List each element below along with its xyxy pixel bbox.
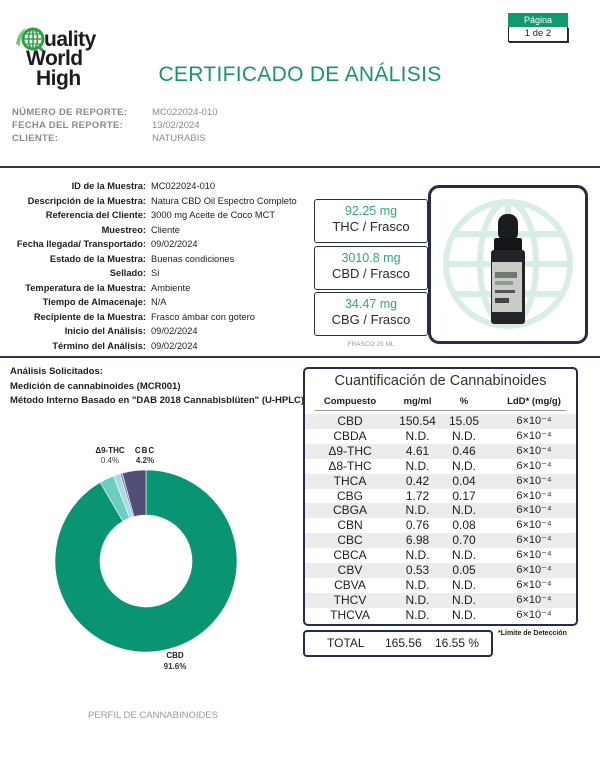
- cell-mgml: 6.98: [405, 533, 430, 548]
- cell-percent: 0.08: [452, 518, 476, 533]
- sample-field: [0, 339, 300, 354]
- chart-title: PERFIL DE CANNABINOIDES: [88, 710, 219, 721]
- cell-compound: THCA: [333, 473, 367, 488]
- cell-lod: 6×10⁻⁴: [516, 578, 552, 591]
- cell-lod: 6×10⁻⁴: [516, 429, 552, 442]
- cell-percent: N.D.: [452, 577, 476, 592]
- cell-mgml: 150.54: [399, 414, 436, 428]
- sample-field: [0, 252, 300, 267]
- cell-mgml: 0.76: [405, 518, 430, 533]
- cell-compound: CBD: [337, 414, 363, 428]
- slice-label-thc: Δ9-THC: [95, 446, 125, 455]
- cell-percent: 0.17: [452, 488, 476, 503]
- cell-percent: 15.05: [448, 414, 480, 428]
- report-number-value: MC022024-010: [152, 107, 218, 118]
- column-header-compound: Compuesto: [323, 396, 377, 407]
- cell-compound: CBDA: [333, 428, 367, 443]
- summary-amount: 3010.8 mg: [341, 251, 401, 265]
- cannabinoid-profile-chart: [0, 440, 300, 690]
- dropper-bottle-image: [431, 188, 585, 341]
- page-label: Página: [508, 13, 568, 27]
- sample-field: [0, 281, 300, 296]
- requested-analysis-line: Método Interno Basado en "DAB 2018 Cannabisblüten" (U-HPLC): [10, 395, 305, 406]
- table-row: [305, 414, 576, 429]
- sample-field-label: Tiempo de Almacenaje:: [42, 297, 146, 307]
- cell-compound: CBG: [336, 488, 363, 503]
- sample-field-label: Descripción de la Muestra:: [27, 195, 146, 206]
- cell-compound: CBCA: [333, 548, 367, 563]
- cell-lod: 6×10⁻⁴: [516, 459, 552, 472]
- cell-percent: N.D.: [452, 607, 476, 622]
- total-box: [303, 630, 493, 657]
- report-date-value: 13/02/2024: [152, 120, 200, 131]
- summary-label: CBG / Frasco: [331, 312, 411, 327]
- table-row: [305, 503, 576, 518]
- slice-label-cbc: CBC: [134, 446, 156, 455]
- sample-field-label: Sellado:: [109, 268, 146, 278]
- sample-field: [0, 295, 300, 310]
- table-row: [305, 578, 576, 593]
- sample-field: [0, 194, 300, 209]
- table-row: [305, 489, 576, 504]
- cell-mgml: N.D.: [405, 607, 430, 622]
- cell-compound: THCVA: [330, 607, 370, 622]
- summary-box-cbd: [314, 246, 428, 290]
- table-row: [305, 518, 576, 533]
- cell-percent: N.D.: [452, 458, 476, 473]
- divider: [0, 166, 600, 168]
- sample-field: [0, 223, 300, 238]
- sample-field-value: 3000 mg Aceite de Coco MCT: [151, 210, 276, 220]
- cell-compound: CBV: [337, 563, 363, 577]
- client-label: CLIENTE:: [12, 133, 59, 144]
- cell-mgml: N.D.: [405, 458, 430, 473]
- sample-field: [0, 266, 300, 281]
- cell-lod: 6×10⁻⁴: [516, 534, 552, 547]
- table-row: [305, 548, 576, 563]
- cell-mgml: N.D.: [405, 503, 430, 518]
- product-photo: [428, 185, 588, 344]
- sample-field-value: 09/02/2024: [151, 340, 198, 351]
- cell-percent: 0.05: [452, 563, 476, 577]
- table-row: [305, 563, 576, 578]
- sample-field-label: Temperatura de la Muestra:: [25, 282, 146, 293]
- sample-field-value: 09/02/2024: [151, 326, 198, 336]
- report-number-label: NÚMERO DE REPORTE:: [12, 107, 128, 118]
- cell-percent: N.D.: [452, 503, 476, 518]
- cell-percent: 0.46: [452, 443, 476, 458]
- table-row: [305, 593, 576, 608]
- cell-lod: 6×10⁻⁴: [516, 489, 552, 502]
- cell-compound: CBVA: [334, 577, 366, 592]
- cell-lod: 6×10⁻⁴: [516, 504, 552, 517]
- sample-field-value: N/A: [151, 297, 167, 307]
- sample-field-value: Frasco ámbar con gotero: [151, 311, 255, 322]
- client-value: NATURABIS: [152, 133, 206, 144]
- requested-analyses-heading: Análisis Solicitados:: [10, 366, 103, 377]
- summary-box-cbg: [314, 292, 428, 336]
- cell-compound: CBN: [337, 518, 363, 533]
- cell-lod: 6×10⁻⁴: [516, 608, 552, 621]
- table-row: [305, 444, 576, 459]
- total-mgml: 165.56: [385, 636, 422, 650]
- sample-field-label: Fecha llegada/ Transportado:: [16, 239, 146, 249]
- cell-percent: 0.70: [452, 533, 476, 548]
- page-number: 1 de 2: [508, 27, 568, 42]
- sample-field-value: Natura CBD Oil Espectro Completo: [151, 195, 297, 206]
- sample-field-value: 09/02/2024: [151, 239, 198, 249]
- sample-field-label: ID de la Muestra:: [71, 181, 146, 191]
- summary-box-thc: [314, 199, 428, 243]
- cell-mgml: 0.42: [405, 473, 430, 488]
- sample-field-value: MC022024-010: [151, 181, 216, 191]
- cell-lod: 6×10⁻⁴: [516, 593, 552, 606]
- sample-field: [0, 324, 300, 339]
- report-date-label: FECHA DEL REPORTE:: [12, 120, 123, 131]
- sample-field-label: Muestreo:: [101, 224, 146, 235]
- sample-field-value: Ambiente: [151, 282, 191, 293]
- cannabinoid-table: [303, 367, 578, 626]
- slice-pct-cbc: 4.2%: [135, 456, 155, 465]
- page-indicator: [508, 13, 568, 42]
- sample-field-value: Cliente: [151, 224, 180, 235]
- cell-mgml: 0.53: [405, 563, 430, 577]
- summary-amount: 34.47 mg: [344, 297, 398, 311]
- table-row: [305, 474, 576, 489]
- lod-footnote: *Límite de Detección: [498, 630, 567, 637]
- cell-mgml: N.D.: [405, 428, 430, 443]
- logo-text-line3: High: [36, 67, 81, 90]
- cell-lod: 6×10⁻⁴: [516, 444, 552, 457]
- sample-field: [0, 237, 300, 252]
- summary-label: CBD / Frasco: [331, 266, 410, 281]
- slice-pct-cbd: 91.6%: [163, 662, 187, 671]
- slice-label-cbd: CBD: [166, 651, 184, 660]
- table-row: [305, 608, 576, 623]
- sample-field: [0, 179, 300, 194]
- sample-field: [0, 310, 300, 325]
- divider: [0, 356, 600, 358]
- table-title: Cuantificación de Cannabinoides: [334, 373, 547, 389]
- cell-mgml: N.D.: [405, 577, 430, 592]
- slice-pct-thc: 0.4%: [100, 456, 120, 465]
- sample-field-label: Recipiente de la Muestra:: [33, 311, 146, 322]
- table-row: [305, 533, 576, 548]
- cell-lod: 6×10⁻⁴: [516, 519, 552, 532]
- cell-compound: CBC: [337, 533, 363, 548]
- requested-analysis-line: Medición de cannabinoides (MCR001): [10, 381, 181, 392]
- cell-lod: 6×10⁻⁴: [516, 564, 552, 576]
- header-divider: [315, 410, 566, 411]
- logo-text-line2: World: [26, 47, 83, 70]
- cell-compound: THCV: [333, 592, 367, 607]
- cell-lod: 6×10⁻⁴: [516, 415, 552, 427]
- cell-compound: CBGA: [332, 503, 367, 518]
- logo-text-line1: uality: [44, 28, 96, 51]
- sample-field: [0, 208, 300, 223]
- cell-percent: N.D.: [452, 428, 476, 443]
- table-row: [305, 459, 576, 474]
- cell-mgml: N.D.: [405, 548, 430, 563]
- sample-field-label: Término del Análisis:: [52, 340, 146, 351]
- cell-mgml: N.D.: [405, 592, 430, 607]
- column-header-lod: LdD* (mg/g): [507, 396, 561, 407]
- cell-compound: Δ9-THC: [328, 443, 372, 458]
- cell-mgml: 4.61: [405, 443, 430, 458]
- sample-field-value: Buenas condiciones: [151, 253, 235, 264]
- sample-field-value: Si: [151, 268, 160, 278]
- sample-field-label: Inicio del Análisis:: [64, 326, 146, 336]
- cell-compound: Δ8-THC: [328, 458, 372, 473]
- cell-percent: N.D.: [452, 592, 476, 607]
- column-header-mgml: mg/ml: [403, 396, 432, 407]
- summary-label: THC / Frasco: [332, 219, 410, 234]
- column-header-percent: %: [459, 396, 469, 407]
- total-label: TOTAL: [327, 636, 365, 650]
- bottle-caption: FRASCO 20 ML: [347, 341, 395, 348]
- table-row: [305, 429, 576, 444]
- total-percent: 16.55 %: [435, 636, 480, 650]
- cell-lod: 6×10⁻⁴: [516, 549, 552, 562]
- cell-mgml: 1.72: [405, 488, 430, 503]
- sample-field-label: Estado de la Muestra:: [49, 253, 146, 264]
- cell-percent: N.D.: [452, 548, 476, 563]
- cell-percent: 0.04: [452, 473, 476, 488]
- sample-field-label: Referencia del Cliente:: [45, 210, 146, 220]
- page-title: CERTIFICADO DE ANÁLISIS: [158, 63, 442, 86]
- summary-amount: 92.25 mg: [344, 204, 398, 218]
- cell-lod: 6×10⁻⁴: [516, 474, 552, 487]
